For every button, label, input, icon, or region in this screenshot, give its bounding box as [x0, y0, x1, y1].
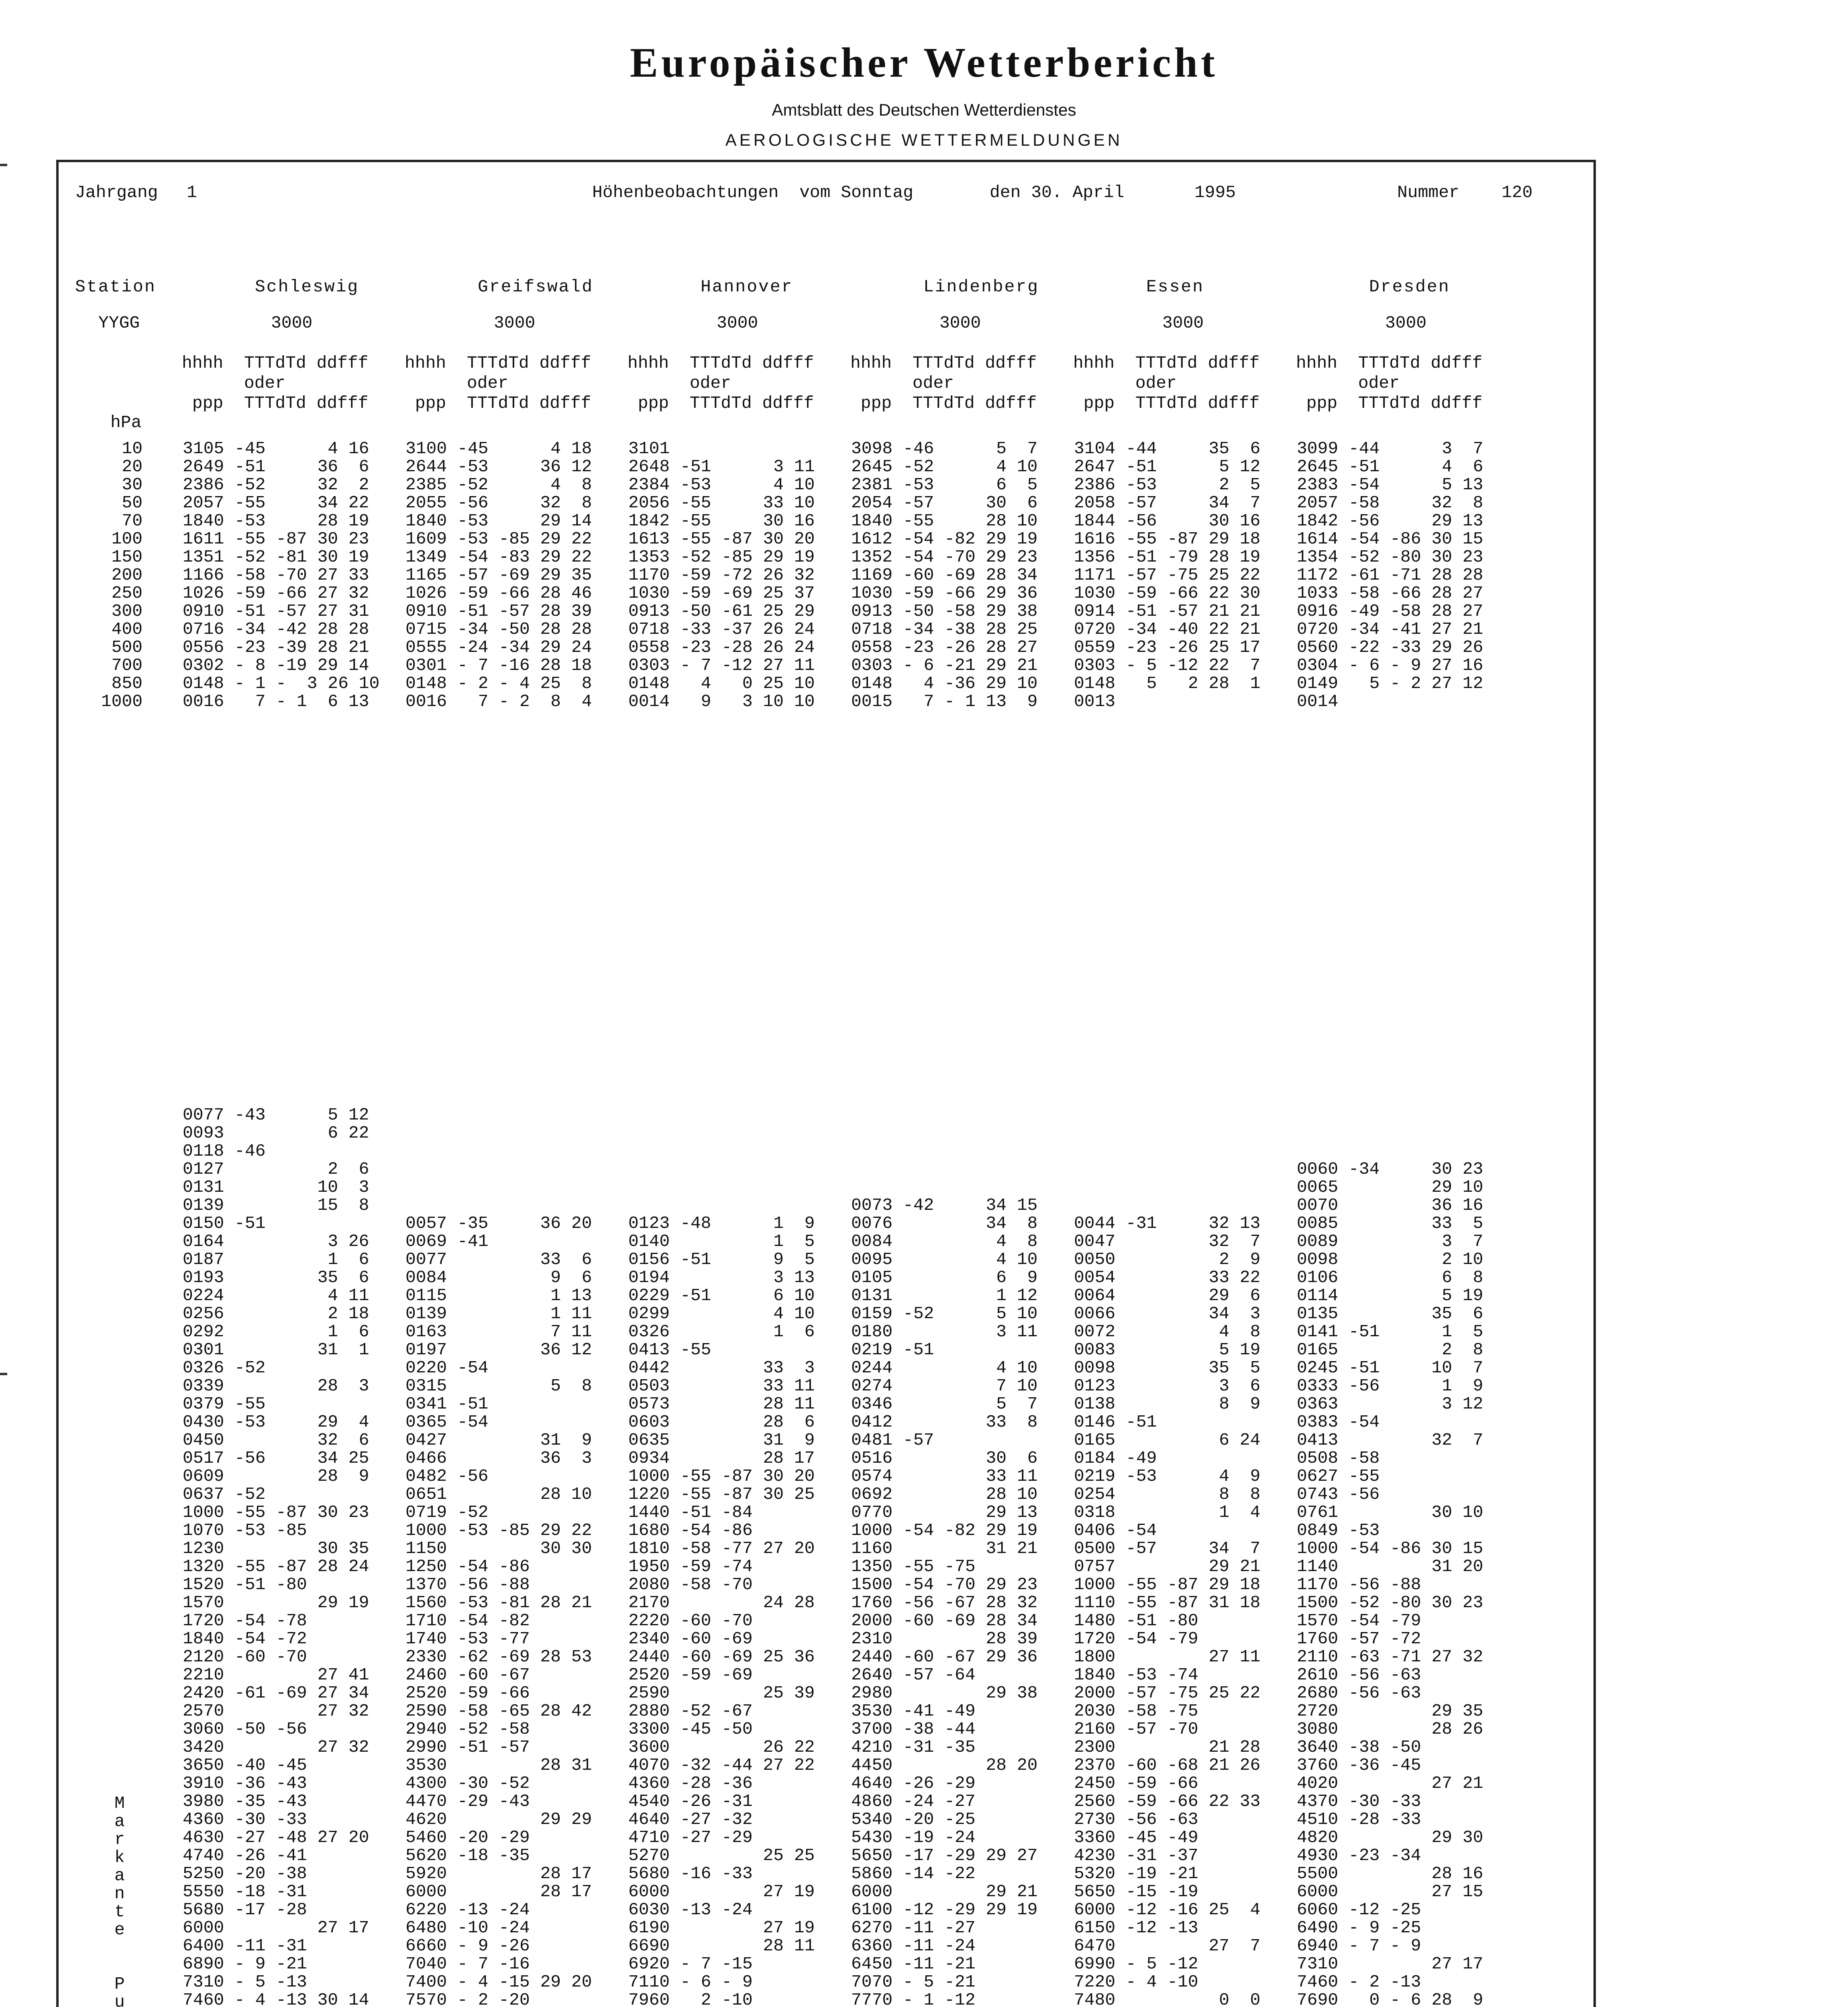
station-name: Schleswig	[255, 277, 359, 297]
station-standard-levels: 3100 -45 4 18 2644 -53 36 12 2385 -52 4 8 2055 -56 32 8 1840 -53 29 14 1609 -53 -85 29 22 1349 -54 -83 29 22 1165 -57 -69 29 35 1026 -59 -66 28 46 0910 -51 -57 28 39 0715 -34 -50 28 28 0555 -24 -34 29 24 0301 - 7 -16 28 18 0148 - 2 - 4 25 8 0016 7 - 2 8 4	[405, 439, 592, 711]
station-label: Station	[75, 277, 156, 297]
station-significant-levels: 0123 -48 1 9 0140 1 5 0156 -51 9 5 0194 3 13 0229 -51 6 10 0299 4 10 0326 1 6 0413 -55 0442 33 3 0503 33 11 0573 28 11 0603 28 6 0635 31 9 0934 28 17 1000 -55 -87 30 20 1220 -55 -87 30 25 1440 -51 -84 1680 -54 -86 1810 -58 -77 27 20 1950 -59 -74 2080 -58 -70 2170 24 28 2220 -60 -70 2340 -60 -69 2440 -60 -69 25 36 2520 -59 -69 2590 25 39 2880 -52 -67 3300 -45 -50 3600 26 22 4070 -32 -44 27 22 4360 -28 -36 4540 -26 -31 4640 -27 -32 4710 -27 -29 5270 25 25 5680 -16 -33 6000 27 19 6030 -13 -24 6190 27 19 6690 28 11 6920 - 7 -15 7110 - 6 - 9 7960 2 -10	[628, 1213, 815, 2007]
jahrgang-label: Jahrgang	[75, 183, 158, 202]
station-standard-levels: 3098 -46 5 7 2645 -52 4 10 2381 -53 6 5 2054 -57 30 6 1840 -55 28 10 1612 -54 -82 29 19 1352 -54 -70 29 23 1169 -60 -69 28 34 1030 -59 -66 29 36 0913 -50 -58 29 38 0718 -34 -38 28 25 0558 -23 -26 28 27 0303 - 6 -21 29 21 0148 4 -36 29 10 0015 7 - 1 13 9	[851, 439, 1038, 711]
hpa-label: hPa	[110, 413, 142, 432]
station-significant-levels: 0057 -35 36 20 0069 -41 0077 33 6 0084 9 6 0115 1 13 0139 1 11 0163 7 11 0197 36 12 0220 -54 0315 5 8 0341 -51 0365 -54 0427 31 9 0466 36 3 0482 -56 0651 28 10 0719 -52 1000 -53 -85 29 22 1150 30 30 1250 -54 -86 1370 -56 -88 1560 -53 -81 28 21 1710 -54 -82 1740 -53 -77 2330 -62 -69 28 53 2460 -60 -67 2520 -59 -66 2590 -58 -65 28 42 2940 -52 -58 2990 -51 -57 3530 28 31 4300 -30 -52 4470 -29 -43 4620 29 29 5460 -20 -29 5620 -18 -35 5920 28 17 6000 28 17 6220 -13 -24 6480 -10 -24 6660 - 9 -26 7040 - 7 -16 7400 - 4 -15 29 20 7570 - 2 -20	[405, 1213, 592, 2007]
observation-day: Höhenbeobachtungen vom Sonntag	[592, 183, 913, 202]
yygg-value: 3000	[717, 313, 758, 333]
column-header: hhhh TTTdTd ddfff oder ppp TTTdTd ddfff	[628, 353, 814, 413]
column-header: hhhh TTTdTd ddfff oder ppp TTTdTd ddfff	[182, 353, 369, 413]
column-header: hhhh TTTdTd ddfff oder ppp TTTdTd ddfff	[1073, 353, 1260, 413]
station-name: Dresden	[1369, 277, 1450, 297]
station-significant-levels: 0044 -31 32 13 0047 32 7 0050 2 9 0054 33 22 0064 29 6 0066 34 3 0072 4 8 0083 5 19 0098 35 5 0123 3 6 0138 8 9 0146 -51 0165 6 24 0184 -49 0219 -53 4 9 0254 8 8 0318 1 4 0406 -54 0500 -57 34 7 0757 29 21 1000 -55 -87 29 18 1110 -55 -87 31 18 1480 -51 -80 1720 -54 -79 1800 27 11 1840 -53 -74 2000 -57 -75 25 22 2030 -58 -75 2160 -57 -70 2300 21 28 2370 -60 -68 21 26 2450 -59 -66 2560 -59 -66 22 33 2730 -56 -63 3360 -45 -49 4230 -31 -37 5320 -19 -21 5650 -15 -19 6000 -12 -16 25 4 6150 -12 -13 6470 27 7 6990 - 5 -12 7220 - 4 -10 7480 0 0	[1074, 1213, 1261, 2007]
station-significant-levels: 0073 -42 34 15 0076 34 8 0084 4 8 0095 4 10 0105 6 9 0131 1 12 0159 -52 5 10 0180 3 11 0219 -51 0244 4 10 0274 7 10 0346 5 7 0412 33 8 0481 -57 0516 30 6 0574 33 11 0692 28 10 0770 29 13 1000 -54 -82 29 19 1160 31 21 1350 -55 -75 1500 -54 -70 29 23 1760 -56 -67 28 32 2000 -60 -69 28 34 2310 28 39 2440 -60 -67 29 36 2640 -57 -64 2980 29 38 3530 -41 -49 3700 -38 -44 4210 -31 -35 4450 28 20 4640 -26 -29 4860 -24 -27 5340 -20 -25 5430 -19 -24 5650 -17 -29 29 27 5860 -14 -22 6000 29 21 6100 -12 -29 29 19 6270 -11 -27 6360 -11 -24 6450 -11 -21 7070 - 5 -21 7770 - 1 -12	[851, 1195, 1038, 2007]
column-header: hhhh TTTdTd ddfff oder ppp TTTdTd ddfff	[405, 353, 591, 413]
station-name: Lindenberg	[923, 277, 1039, 297]
report-date: den 30. April	[990, 183, 1125, 202]
yygg-value: 3000	[939, 313, 981, 333]
yygg-value: 3000	[494, 313, 536, 333]
station-significant-levels: 0060 -34 30 23 0065 29 10 0070 36 16 0085 33 5 0089 3 7 0098 2 10 0106 6 8 0114 5 19 0135 35 6 0141 -51 1 5 0165 2 8 0245 -51 10 7 0333 -56 1 9 0363 3 12 0383 -54 0413 32 7 0508 -58 0627 -55 0743 -56 0761 30 10 0849 -53 1000 -54 -86 30 15 1140 31 20 1170 -56 -88 1500 -52 -80 30 23 1570 -54 -79 1760 -57 -72 2110 -63 -71 27 32 2610 -56 -63 2680 -56 -63 2720 29 35 3080 28 26 3640 -38 -50 3760 -36 -45 4020 27 21 4370 -30 -33 4510 -28 -33 4820 29 30 4930 -23 -34 5500 28 16 6000 27 15 6060 -12 -25 6490 - 9 -25 6940 - 7 - 9 7310 27 17 7460 - 2 -13 7690 0 - 6 28 9	[1297, 1159, 1483, 2007]
number-label: Nummer	[1397, 183, 1459, 202]
section-title: AEROLOGISCHE WETTERMELDUNGEN	[725, 130, 1123, 149]
report-year: 1995	[1194, 183, 1236, 202]
report-header	[70, 183, 1556, 207]
jahrgang-value: 1	[187, 183, 197, 202]
station-standard-levels: 3099 -44 3 7 2645 -51 4 6 2383 -54 5 13 2057 -58 32 8 1842 -56 29 13 1614 -54 -86 30 15 1354 -52 -80 30 23 1172 -61 -71 28 28 1033 -58 -66 28 27 0916 -49 -58 28 27 0720 -34 -41 27 21 0560 -22 -33 29 26 0304 - 6 - 9 27 16 0149 5 - 2 27 12 0014	[1297, 439, 1483, 711]
column-header: hhhh TTTdTd ddfff oder ppp TTTdTd ddfff	[850, 353, 1037, 413]
punkte-label: P u	[114, 1974, 125, 2007]
station-name: Greifswald	[478, 277, 594, 297]
pressure-level-labels: 10 20 30 50 70 100 150 200 250 300 400 500 700 850 1000	[101, 439, 143, 711]
column-header: hhhh TTTdTd ddfff oder ppp TTTdTd ddfff	[1296, 353, 1483, 413]
station-standard-levels: 3105 -45 4 16 2649 -51 36 6 2386 -52 32 2 2057 -55 34 22 1840 -53 28 19 1611 -55 -87 30 23 1351 -52 -81 30 19 1166 -58 -70 27 33 1026 -59 -66 27 32 0910 -51 -57 27 31 0716 -34 -42 28 28 0556 -23 -39 28 21 0302 - 8 -19 29 14 0148 - 1 - 3 26 10 0016 7 - 1 6 13	[183, 439, 380, 711]
yygg-value: 3000	[1385, 313, 1427, 333]
number-value: 120	[1502, 183, 1533, 202]
yygg-label: YYGG	[98, 313, 140, 333]
station-significant-levels: 0077 -43 5 12 0093 6 22 0118 -46 0127 2 6 0131 10 3 0139 15 8 0150 -51 0164 3 26 0187 1 6 0193 35 6 0224 4 11 0256 2 18 0292 1 6 0301 31 1 0326 -52 0339 28 3 0379 -55 0430 -53 29 4 0450 32 6 0517 -56 34 25 0609 28 9 0637 -52 1000 -55 -87 30 23 1070 -53 -85 1230 30 35 1320 -55 -87 28 24 1520 -51 -80 1570 29 19 1720 -54 -78 1840 -54 -72 2120 -60 -70 2210 27 41 2420 -61 -69 27 34 2570 27 32 3060 -50 -56 3420 27 32 3650 -40 -45 3910 -36 -43 3980 -35 -43 4360 -30 -33 4630 -27 -48 27 20 4740 -26 -41 5250 -20 -38 5550 -18 -31 5680 -17 -28 6000 27 17 6400 -11 -31 6890 - 9 -21 7310 - 5 -13 7460 - 4 -13 30 14	[183, 1105, 369, 2007]
margin-mark	[0, 1373, 7, 1375]
station-standard-levels: 3101 2648 -51 3 11 2384 -53 4 10 2056 -55 33 10 1842 -55 30 16 1613 -55 -87 30 20 1353 -52 -85 29 19 1170 -59 -72 26 32 1030 -59 -69 25 37 0913 -50 -61 25 29 0718 -33 -37 26 24 0558 -23 -28 26 24 0303 - 7 -12 27 11 0148 4 0 25 10 0014 9 3 10 10	[628, 439, 815, 711]
station-standard-levels: 3104 -44 35 6 2647 -51 5 12 2386 -53 2 5 2058 -57 34 7 1844 -56 30 16 1616 -55 -87 29 18 1356 -51 -79 28 19 1171 -57 -75 25 22 1030 -59 -66 22 30 0914 -51 -57 21 21 0720 -34 -40 22 21 0559 -23 -26 25 17 0303 - 5 -12 22 7 0148 5 2 28 1 0013	[1074, 439, 1261, 711]
markante-label: M a r k a n t e	[114, 1793, 125, 1940]
station-name: Hannover	[701, 277, 793, 297]
yygg-value: 3000	[271, 313, 313, 333]
page-title: Europäischer Wetterbericht	[630, 39, 1218, 86]
page-subtitle: Amtsblatt des Deutschen Wetterdienstes	[772, 100, 1076, 119]
yygg-value: 3000	[1162, 313, 1204, 333]
margin-mark	[0, 164, 7, 166]
station-name: Essen	[1146, 277, 1204, 297]
